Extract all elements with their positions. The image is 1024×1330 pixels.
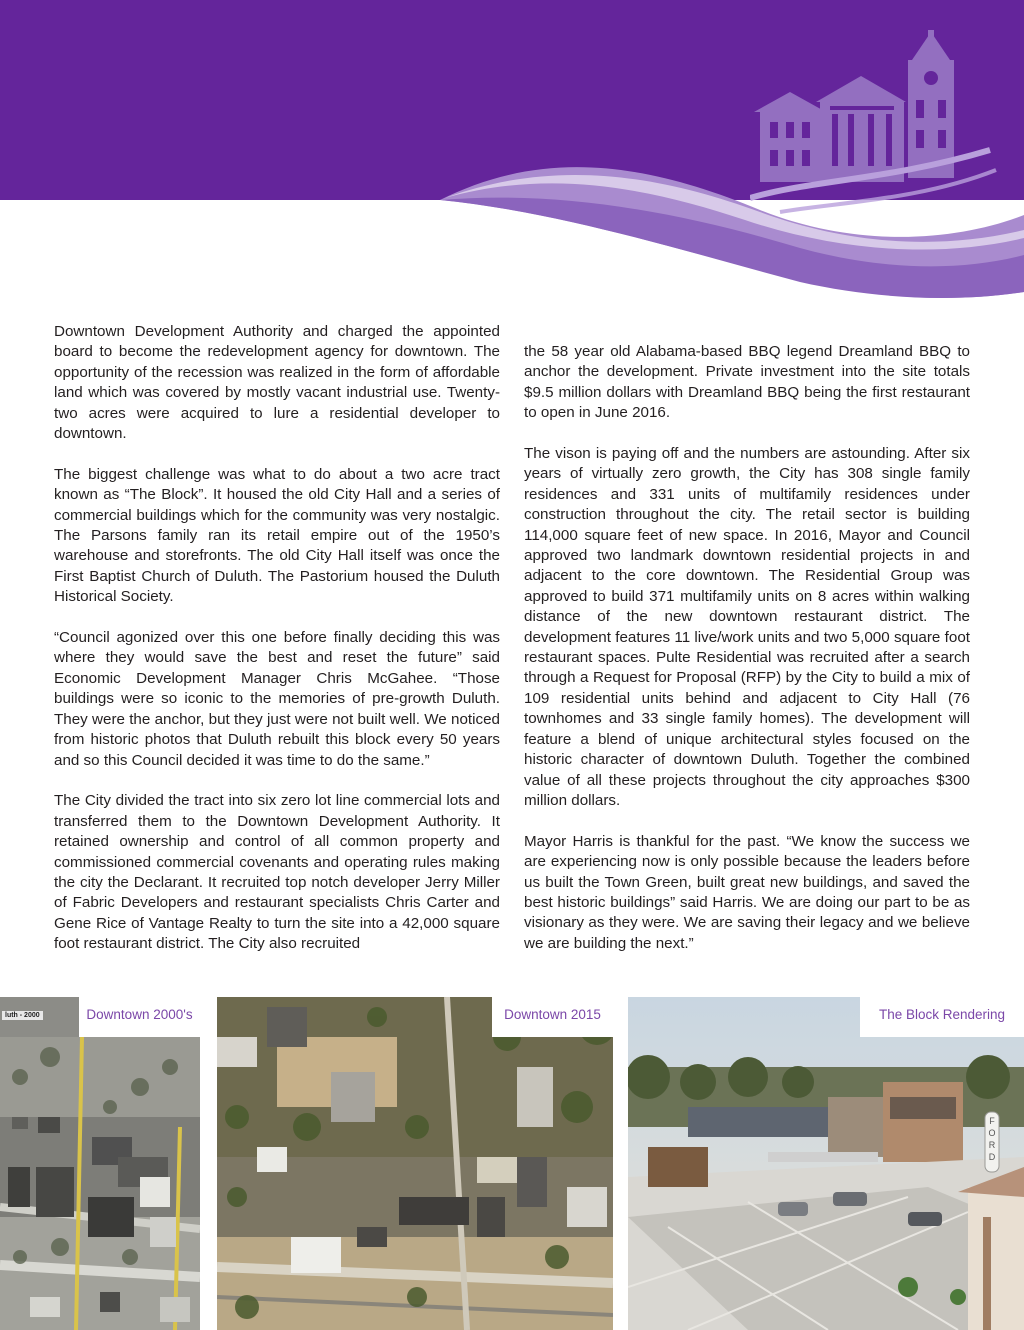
sign-text: FORD xyxy=(988,1116,996,1162)
photo-caption: Downtown 2015 xyxy=(492,997,613,1037)
header-banner xyxy=(0,0,1024,300)
photo-caption: Downtown 2000's xyxy=(79,997,200,1037)
article-paragraph: “Council agonized over this one before finally deciding this was where they would save the best and reset the future” said Economic Development Manager Chris McGahee. “Those buildings were so iconic to the memories of pre-growth Duluth. They were the anchor, but they just were not built well. We noticed from historic photos that Duluth rebuilt this block every 50 years and so this Council decided it was time to do the same.” xyxy=(54,629,500,769)
photo-downtown-2000s xyxy=(0,997,200,1330)
photo-caption: The Block Rendering xyxy=(860,997,1024,1037)
article-column-left xyxy=(54,322,500,955)
photo-inset-label: luth - 2000 xyxy=(2,1011,43,1020)
photo-block-rendering xyxy=(628,997,1024,1330)
article-paragraph: The vison is paying off and the numbers are astounding. After six years of virtually zero growth, the City has 308 single family residences and 331 units of multifamily residences under construction throughout the city. The retail sector is building 114,000 square feet of new space. In 2016, Mayor and Council approved two landmark downtown residential projects in and adjacent to the core downtown. The Residential Group was approved to build 371 multifamily units on 8 acres within walking distance of the new downtown restaurant district. The development features 11 live/work units and two 5,000 square foot restaurant spaces. Pulte Residential was recruited after a search through a Request for Proposal (RFP) by the City to build a mix of 109 residential units behind and adjacent to City Hall (76 townhomes and 33 single family homes). The development will feature a blend of unique architectural styles focused on the historic character of downtown Duluth. Together the combined value of all these projects throughout the city approaches $300 million dollars. xyxy=(524,445,970,809)
city-hall-clock-tower-icon xyxy=(750,30,1000,230)
article-paragraph: Mayor Harris is thankful for the past. “We know the success we are experiencing now is only possible because the leaders before us built the Town Green, built great new buildings, and saved the best historic buildings” said Harris. We are doing our part to be as visionary as they were. We are saving their legacy and we believe we are building the next.” xyxy=(524,832,970,952)
article-paragraph: Downtown Development Authority and charged the appointed board to become the redevelopment agency for downtown. The opportunity of the recession was realized in the form of affordable land which was covered by mostly vacant industrial use. Twenty-two acres were acquired to lure a residential developer to downtown. xyxy=(54,323,500,443)
photo-downtown-2015 xyxy=(217,997,613,1330)
article-paragraph: The City divided the tract into six zero lot line commercial lots and transferred them to the Downtown Development Authority. It retained ownership and control of all common property and commissioned commercial covenants and operating rules making the city the Declarant. It recruited top notch developer Jerry Miller of Fabric Developers and restaurant specialists Chris Carter and Gene Rice of Vantage Realty to turn the site into a 42,000 square foot restaurant district. The City also recruited xyxy=(54,792,500,953)
article-column-right xyxy=(524,342,970,954)
article-paragraph: the 58 year old Alabama-based BBQ legend Dreamland BBQ to anchor the development. Private investment into the site totals $9.5 million dollars with Dreamland BBQ being the first restaurant to open in June 2016. xyxy=(524,343,970,422)
article-paragraph: The biggest challenge was what to do about a two acre tract known as “The Block”. It housed the old City Hall and a series of commercial buildings which for the community was very nostalgic. The Parsons family ran its retail empire out of the 1950’s warehouse and storefronts. The old City Hall itself was once the First Baptist Church of Duluth. The Pastorium housed the Duluth Historical Society. xyxy=(54,465,500,606)
